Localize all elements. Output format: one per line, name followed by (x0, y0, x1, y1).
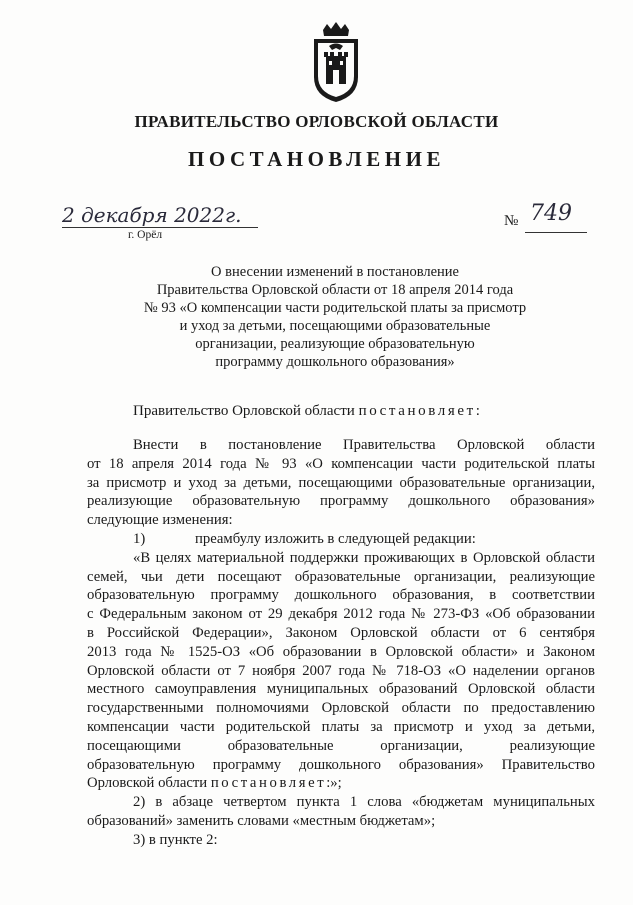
quote-line: с Федеральным законом от 29 декабря 2012 года № 273-ФЗ «Об образовании (87, 606, 595, 623)
body-line: следующие изменения: (87, 512, 233, 529)
quote-line: в Российской Федерации», Законом Орловской области от 6 сентября (87, 624, 595, 641)
quote-line: 2013 года № 1525-ОЗ «Об образовании в Орловской области» и Законом (87, 643, 595, 660)
handwritten-date: 2 декабря 2022г. (62, 203, 242, 227)
list-item-2-continued: образований» заменить словами «местным бюджетам»; (87, 812, 436, 829)
document-subject (140, 263, 530, 371)
coat-of-arms-icon (309, 22, 363, 104)
number-label: № (504, 213, 519, 229)
city: г. Орёл (128, 229, 163, 241)
quote-line: «В целях материальной поддержки проживающих в Орловской области (133, 549, 595, 566)
quote-line: компенсации части родительской платы за присмотр и уход за детьми, (87, 718, 595, 735)
subject-line: Правительства Орловской области от 18 апреля 2014 года (156, 282, 514, 298)
list-item-3: 3) в пункте 2: (133, 831, 218, 848)
quote-line: образовательную программу дошкольного образования» Правительство (87, 756, 595, 773)
quote-line: государственными полномочиями Орловской области по предоставлению (87, 700, 595, 717)
document-body (87, 436, 595, 850)
document-type: ПОСТАНОВЛЕНИЕ (188, 147, 445, 171)
date-underline (62, 227, 258, 228)
body-line: реализующие образовательную программу дошкольного образования» (87, 493, 595, 510)
quote-last-verb: постановляет (210, 775, 327, 792)
subject-line: и уход за детьми, посещающими образовательные (179, 318, 491, 334)
list-item-text: преамбулу изложить в следующей редакции: (195, 530, 476, 547)
list-item-2: 2) в абзаце четвертом пункта 1 слова «бюджетам муниципальных (133, 794, 595, 811)
body-line: за присмотр и уход за детьми, посещающими образовательные организации, (87, 474, 595, 491)
list-item-number: 1) (133, 530, 146, 547)
preamble-lead: Правительство Орловской области (133, 403, 355, 419)
preamble-verb: постановляет: (358, 403, 483, 419)
quote-last-line (87, 774, 595, 793)
handwritten-number: 749 (530, 201, 572, 226)
body-line: Внести в постановление Правительства Орловской области (133, 437, 595, 453)
list-item-1 (87, 530, 595, 549)
quote-line: посещающими образовательные организации, реализующие (87, 737, 595, 754)
quote-line: Орловской области от 7 ноября 2007 года № 718-ОЗ «О наделении органов (87, 662, 595, 679)
subject-line: О внесении изменений в постановление (211, 264, 459, 280)
subject-line: организации, реализующие образовательную (195, 336, 475, 352)
quote-line: семей, чьи дети посещают образовательные организации, реализующие (87, 568, 595, 585)
subject-line: программу дошкольного образования» (215, 354, 455, 370)
body-line: от 18 апреля 2014 года № 93 «О компенсации части родительской платы (87, 455, 595, 472)
number-underline (525, 232, 587, 233)
quote-last-tail: :»; (326, 775, 342, 792)
subject-line: № 93 «О компенсации части родительской платы за присмотр (143, 300, 527, 316)
quote-last-lead: Орловской области (87, 775, 208, 792)
organization-title: ПРАВИТЕЛЬСТВО ОРЛОВСКОЙ ОБЛАСТИ (134, 112, 499, 131)
quote-line: образовательную программу дошкольного образования, в соответствии (87, 587, 595, 604)
preamble (133, 403, 483, 420)
quote-line: местного самоуправления муниципальных образований Орловской области (87, 681, 595, 698)
